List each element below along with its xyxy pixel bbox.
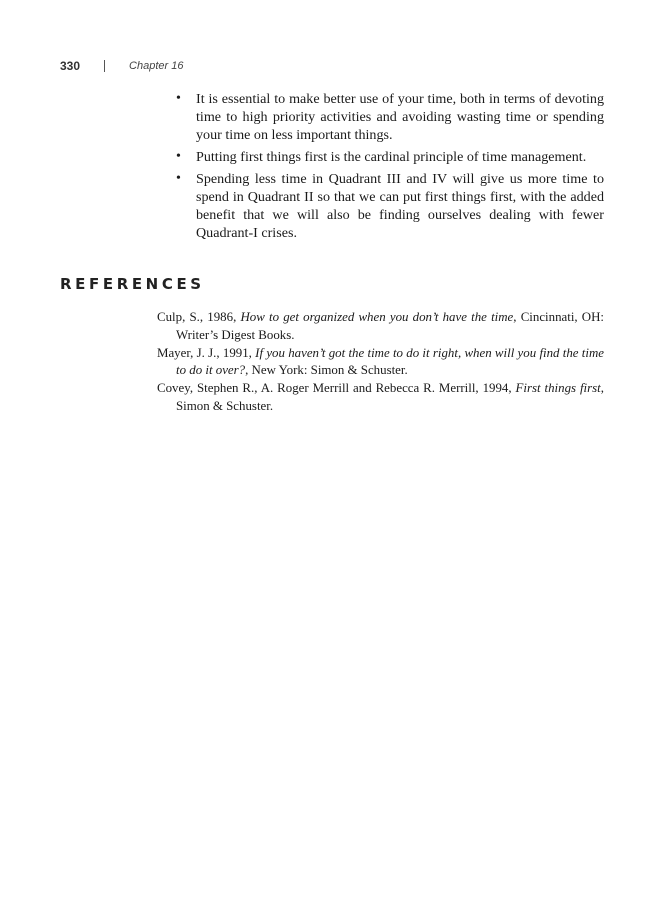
references-heading: REFERENCES	[60, 275, 205, 293]
running-head	[60, 57, 183, 75]
chapter-label: Chapter 16	[129, 60, 184, 72]
summary-bullet-list	[176, 90, 604, 246]
reference-entry	[157, 309, 604, 345]
page-number: 330	[60, 59, 81, 73]
bullet-icon: •	[176, 91, 181, 106]
bullet-text: It is essential to make better use of your time, both in terms of devoting time to high priority activities and avoiding wasting time or spending your time on less important things.	[196, 91, 604, 143]
bullet-icon: •	[176, 171, 181, 186]
reference-title: How to get organized when you don’t have the time	[240, 310, 514, 324]
reference-entry	[157, 380, 604, 416]
bullet-text: Putting first things first is the cardinal principle of time management.	[196, 149, 587, 165]
bullet-item	[176, 148, 604, 166]
reference-authors: Mayer, J. J., 1991,	[157, 345, 256, 360]
bullet-text: Spending less time in Quadrant III and IV will give us more time to spend in Quadrant II so that we can put first things first, with the added benefit that we will also be finding ourselves dealing with fewer Quadrant-I crises.	[196, 171, 604, 241]
reference-authors: Culp, S., 1986,	[157, 310, 241, 324]
reference-title: If you haven’t got the time to do it right, when will you find the time to do it over?	[176, 345, 604, 378]
reference-entry	[157, 345, 604, 381]
reference-publisher: , Simon & Schuster.	[176, 381, 604, 413]
bullet-icon: •	[176, 149, 181, 164]
header-divider	[104, 60, 105, 72]
reference-title: First things first	[515, 381, 601, 396]
reference-publisher: , Cincinnati, OH: Writer’s Digest Books.	[176, 310, 605, 342]
bullet-item	[176, 170, 604, 242]
references-list	[157, 309, 604, 416]
bullet-item	[176, 90, 604, 144]
reference-publisher: , New York: Simon & Schuster.	[245, 363, 408, 378]
reference-authors: Covey, Stephen R., A. Roger Merrill and Rebecca R. Merrill, 1994,	[157, 381, 516, 396]
